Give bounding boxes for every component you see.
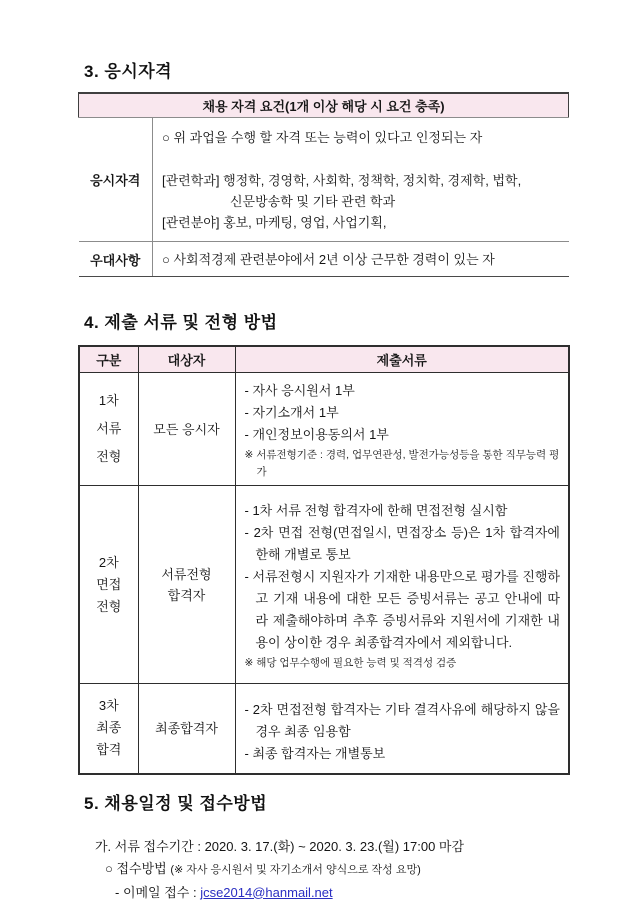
list-item: - 자사 응시원서 1부 xyxy=(244,383,355,398)
target-line: 합격자 xyxy=(167,587,206,603)
footnote: ※ 해당 업무수행에 필요한 능력 및 적격성 검증 xyxy=(244,657,457,669)
phase-cell xyxy=(79,486,138,684)
eligibility-line: [관련학과] 행정학, 경영학, 사회학, 정책학, 정치학, 경제학, 법학, xyxy=(162,173,522,188)
list-item: - 서류전형시 지원자가 기재한 내용만으로 평가를 진행하고 기재 내용에 대한 모든 증빙서류는 공고 안내에 따라 제출해야하며 추후 증빙서류와 지원서에 기재한 내용이 상이한 경우 최종합격자에서 제외합니다. xyxy=(244,569,560,650)
phase-line: 1차 xyxy=(98,393,119,408)
section-4-heading: 4. 제출 서류 및 전형 방법 xyxy=(84,313,278,332)
list-item: - 개인정보이용동의서 1부 xyxy=(244,427,389,442)
list-item: - 최종 합격자는 개별통보 xyxy=(244,745,386,761)
reception-method-line xyxy=(105,858,568,881)
target-line: 최종합격자 xyxy=(155,720,218,736)
row-label-preference: 우대사항 xyxy=(79,242,153,277)
target-cell xyxy=(138,373,235,486)
target-line: 모든 응시자 xyxy=(153,421,220,437)
target-line: 서류전형 xyxy=(161,566,212,582)
phase-line: 최종 xyxy=(96,720,122,736)
reception-period-line: 가. 서류 접수기간 : 2020. 3. 17.(화) ~ 2020. 3. 23.(월) 17:00 마감 xyxy=(95,838,465,854)
phase-line: 면접 xyxy=(96,576,122,592)
eligibility-line: ○ 위 과업을 수행 할 자격 또는 능력이 있다고 인정되는 자 xyxy=(162,130,483,145)
eligibility-line: 신문방송학 및 기타 관련 학과 xyxy=(230,194,396,209)
phase-line: 전형 xyxy=(96,598,122,614)
preference-line: ○ 사회적경제 관련분야에서 2년 이상 근무한 경력이 있는 자 xyxy=(162,251,495,267)
reception-method-note: (※ 자사 응시원서 및 자기소개서 양식으로 작성 요망) xyxy=(170,863,421,876)
reception-method-label: ○ 접수방법 xyxy=(105,860,171,876)
preference-cell xyxy=(153,242,569,277)
documents-cell xyxy=(235,684,569,774)
documents-cell xyxy=(235,486,569,684)
section-3-heading: 3. 응시자격 xyxy=(84,62,173,81)
document-content xyxy=(78,0,568,903)
phase-cell xyxy=(79,684,138,774)
section-5-heading: 5. 채용일정 및 접수방법 xyxy=(84,793,268,813)
documents-cell xyxy=(235,373,569,486)
email-link[interactable]: jcse2014@hanmail.net xyxy=(200,884,333,900)
phase-cell xyxy=(79,373,138,486)
table-row-round1 xyxy=(79,373,569,486)
phase-line: 전형 xyxy=(96,449,122,464)
phase-line: 3차 xyxy=(98,698,119,714)
phase-line: 합격 xyxy=(96,742,122,758)
phase-line: 서류 xyxy=(96,421,122,436)
table-header-row xyxy=(79,346,569,373)
list-item: - 2차 면접전형 합격자는 기타 결격사유에 해당하지 않을 경우 최종 임용함 xyxy=(244,701,560,739)
submission-table xyxy=(78,345,570,775)
table-row xyxy=(79,242,569,277)
col-header-target: 대상자 xyxy=(138,346,235,373)
row-label-eligibility: 응시자격 xyxy=(79,118,153,242)
list-item: - 자기소개서 1부 xyxy=(244,405,339,420)
email-reception-line xyxy=(115,882,568,903)
phase-line: 2차 xyxy=(98,554,119,570)
eligibility-table-header: 채용 자격 요건(1개 이상 해당 시 요건 충족) xyxy=(79,93,569,118)
eligibility-table xyxy=(78,92,569,277)
col-header-category: 구분 xyxy=(79,346,138,373)
list-item: - 1차 서류 전형 합격자에 한해 면접전형 실시함 xyxy=(244,503,508,518)
target-cell xyxy=(138,486,235,684)
eligibility-line: [관련분야] 홍보, 마케팅, 영업, 사업기획, xyxy=(162,215,387,230)
table-row-round3 xyxy=(79,684,569,774)
list-item: - 2차 면접 전형(면접일시, 면접장소 등)은 1차 합격자에 한해 개별로 통보 xyxy=(244,525,560,562)
table-row xyxy=(79,118,569,242)
email-label: - 이메일 접수 : xyxy=(115,884,201,900)
eligibility-cell xyxy=(153,118,569,242)
col-header-documents: 제출서류 xyxy=(235,346,569,373)
footnote: ※ 서류전형기준 : 경력, 업무연관성, 발전가능성등을 통한 직무능력 평가 xyxy=(244,449,560,478)
target-cell xyxy=(138,684,235,774)
table-row-round2 xyxy=(79,486,569,684)
